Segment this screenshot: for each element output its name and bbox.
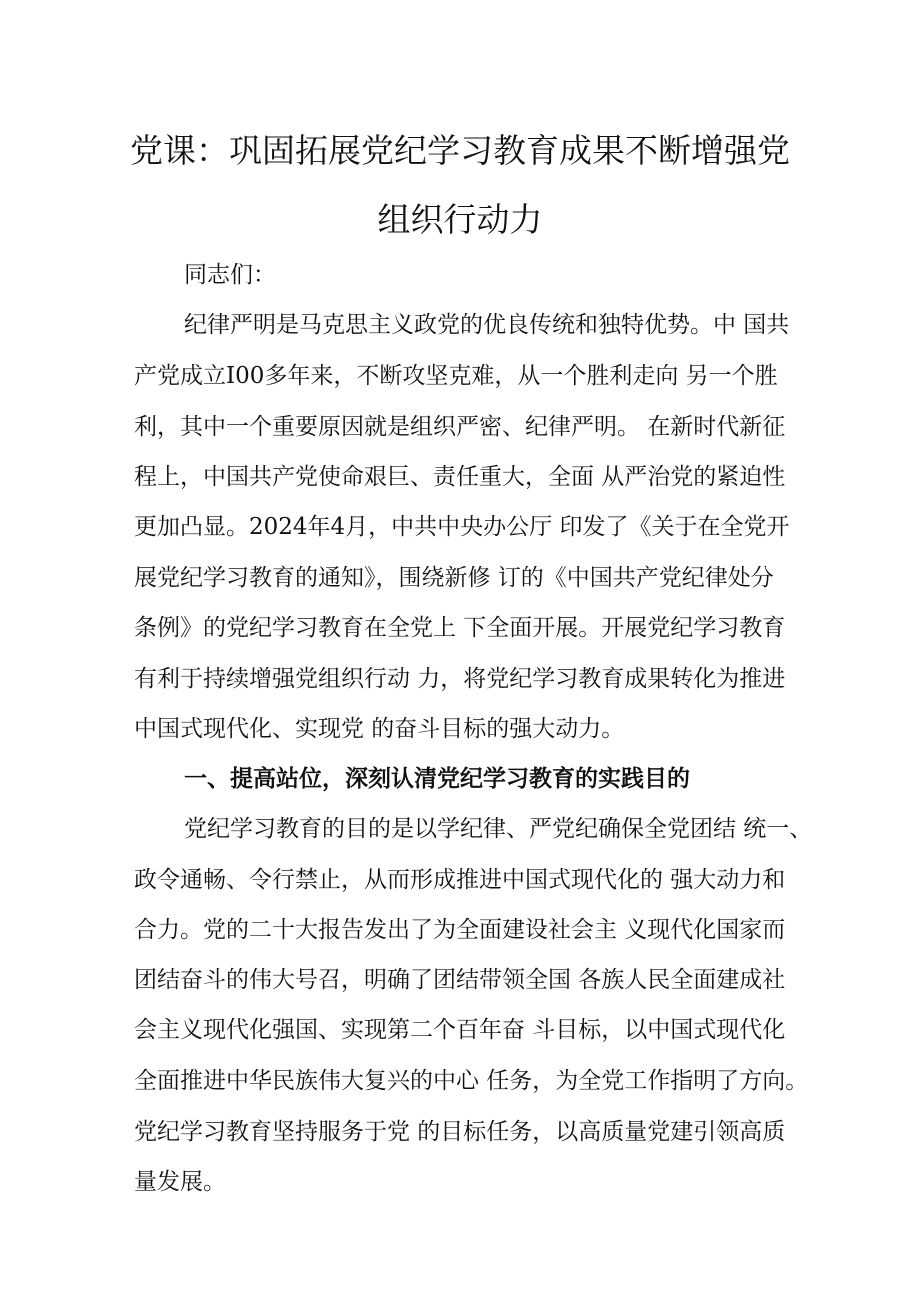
- paragraph-1-line: 展党纪学习教育的通知》，围绕新修 订的《中国共产党纪律处分: [134, 565, 774, 591]
- paragraph-2-line: 全面推进中华民族伟大复兴的中心 任务，为全党工作指明了方向。: [134, 1068, 809, 1094]
- paragraph-2-line: 合力。党的二十大报告发出了为全面建设社会主 义现代化国家而: [134, 917, 786, 943]
- paragraph-1-line: 程上，中国共产党使命艰巨、责任重大，全面 从严治党的紧迫性: [134, 464, 786, 490]
- paragraph-2-line: 党纪学习教育坚持服务于党 的目标任务，以高质量党建引领高质: [134, 1119, 786, 1145]
- paragraph-1-line: 产党成立I00多年来，不断攻坚克难，从一个胜利走向 另一个胜: [134, 363, 778, 389]
- paragraph-1-line: 更加凸显。2024年4月，中共中央办公厅 印发了《关于在全党开: [134, 514, 790, 540]
- salutation: 同志们：: [184, 262, 276, 288]
- paragraph-2-line: 量发展。: [134, 1169, 226, 1195]
- paragraph-1-line: 纪律严明是马克思主义政党的优良传统和独特优势。中 国共: [184, 312, 790, 338]
- document-title-line-2: 组织行动力: [377, 200, 543, 239]
- paragraph-1-line: 中国式现代化、实现党 的奋斗目标的强大动力。: [134, 716, 625, 742]
- document-title-line-1: 党课：巩固拓展党纪学习教育成果不断增强党: [130, 131, 790, 170]
- paragraph-2-line: 会主义现代化强国、实现第二个百年奋 斗目标，以中国式现代化: [134, 1017, 786, 1043]
- paragraph-1-line: 有利于持续增强党组织行动 力，将党纪学习教育成果转化为推进: [134, 666, 786, 692]
- paragraph-2-line: 政令通畅、令行禁止，从而形成推进中国式现代化的 强大动力和: [134, 867, 786, 893]
- paragraph-2-line: 团结奋斗的伟大号召，明确了团结带领全国 各族人民全面建成社: [134, 967, 786, 993]
- paragraph-1-line: 条例》的党纪学习教育在全党上 下全面开展。开展党纪学习教育: [134, 615, 786, 641]
- paragraph-1-line: 利，其中一个重要原因就是组织严密、纪律严明。 在新时代新征: [134, 414, 786, 440]
- section-1-heading: 一、提高站位，深刻认清党纪学习教育的实践目的: [184, 765, 690, 792]
- paragraph-2-line: 党纪学习教育的目的是以学纪律、严党纪确保全党团结 统一、: [184, 816, 813, 842]
